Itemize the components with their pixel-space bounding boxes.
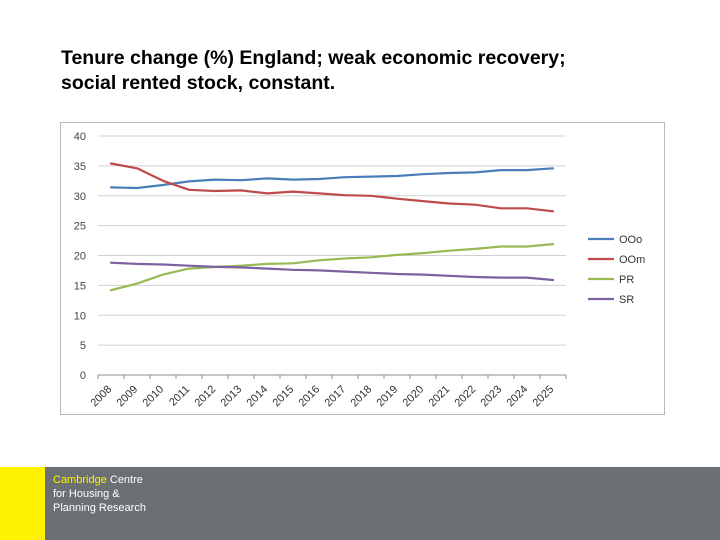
x-tick-label: 2014	[244, 383, 271, 410]
y-tick-label: 15	[73, 280, 86, 293]
legend-label-pr: PR	[619, 274, 635, 286]
x-tick-label: 2020	[400, 383, 427, 410]
y-tick-label: 35	[73, 160, 86, 173]
tenure-line-chart	[61, 123, 664, 414]
y-tick-label: 10	[73, 310, 86, 323]
slide-title-line1: Tenure change (%) England; weak economic recovery;	[61, 47, 566, 69]
footer-accent-block	[0, 467, 45, 540]
legend-label-sr: SR	[619, 294, 635, 306]
slide-title-line2: social rented stock, constant.	[61, 72, 336, 94]
x-tick-label: 2008	[88, 383, 115, 410]
logo-line-2: for Housing &	[53, 488, 120, 500]
series-line-pr	[111, 244, 553, 290]
x-tick-label: 2022	[452, 383, 479, 410]
x-tick-label: 2017	[322, 383, 349, 410]
logo-line-1	[53, 473, 146, 487]
x-tick-label: 2024	[504, 383, 531, 410]
x-tick-label: 2021	[426, 383, 453, 410]
x-tick-label: 2016	[296, 383, 323, 410]
x-tick-label: 2019	[374, 383, 401, 410]
y-tick-label: 0	[79, 370, 86, 382]
logo-word-centre: Centre	[106, 474, 143, 486]
y-tick-label: 30	[73, 190, 86, 203]
x-tick-label: 2010	[140, 383, 167, 410]
chart-frame	[60, 122, 665, 415]
ccpr-logo	[53, 473, 146, 515]
x-tick-label: 2012	[192, 383, 219, 410]
legend-label-ooo: OOo	[619, 234, 643, 246]
x-tick-label: 2011	[167, 383, 193, 409]
legend-label-oom: OOm	[619, 254, 646, 266]
x-tick-label: 2015	[270, 383, 297, 410]
x-tick-label: 2025	[530, 383, 557, 410]
y-tick-label: 40	[73, 131, 86, 143]
y-tick-label: 25	[73, 220, 86, 233]
y-tick-label: 5	[79, 340, 86, 353]
x-tick-label: 2018	[348, 383, 375, 410]
x-tick-label: 2009	[114, 383, 141, 410]
logo-word-cambridge: Cambridge	[53, 474, 107, 486]
logo-line-3: Planning Research	[53, 502, 146, 514]
x-tick-label: 2013	[218, 383, 245, 410]
x-tick-label: 2023	[478, 383, 505, 410]
slide-title	[61, 46, 681, 96]
y-tick-label: 20	[73, 250, 86, 263]
